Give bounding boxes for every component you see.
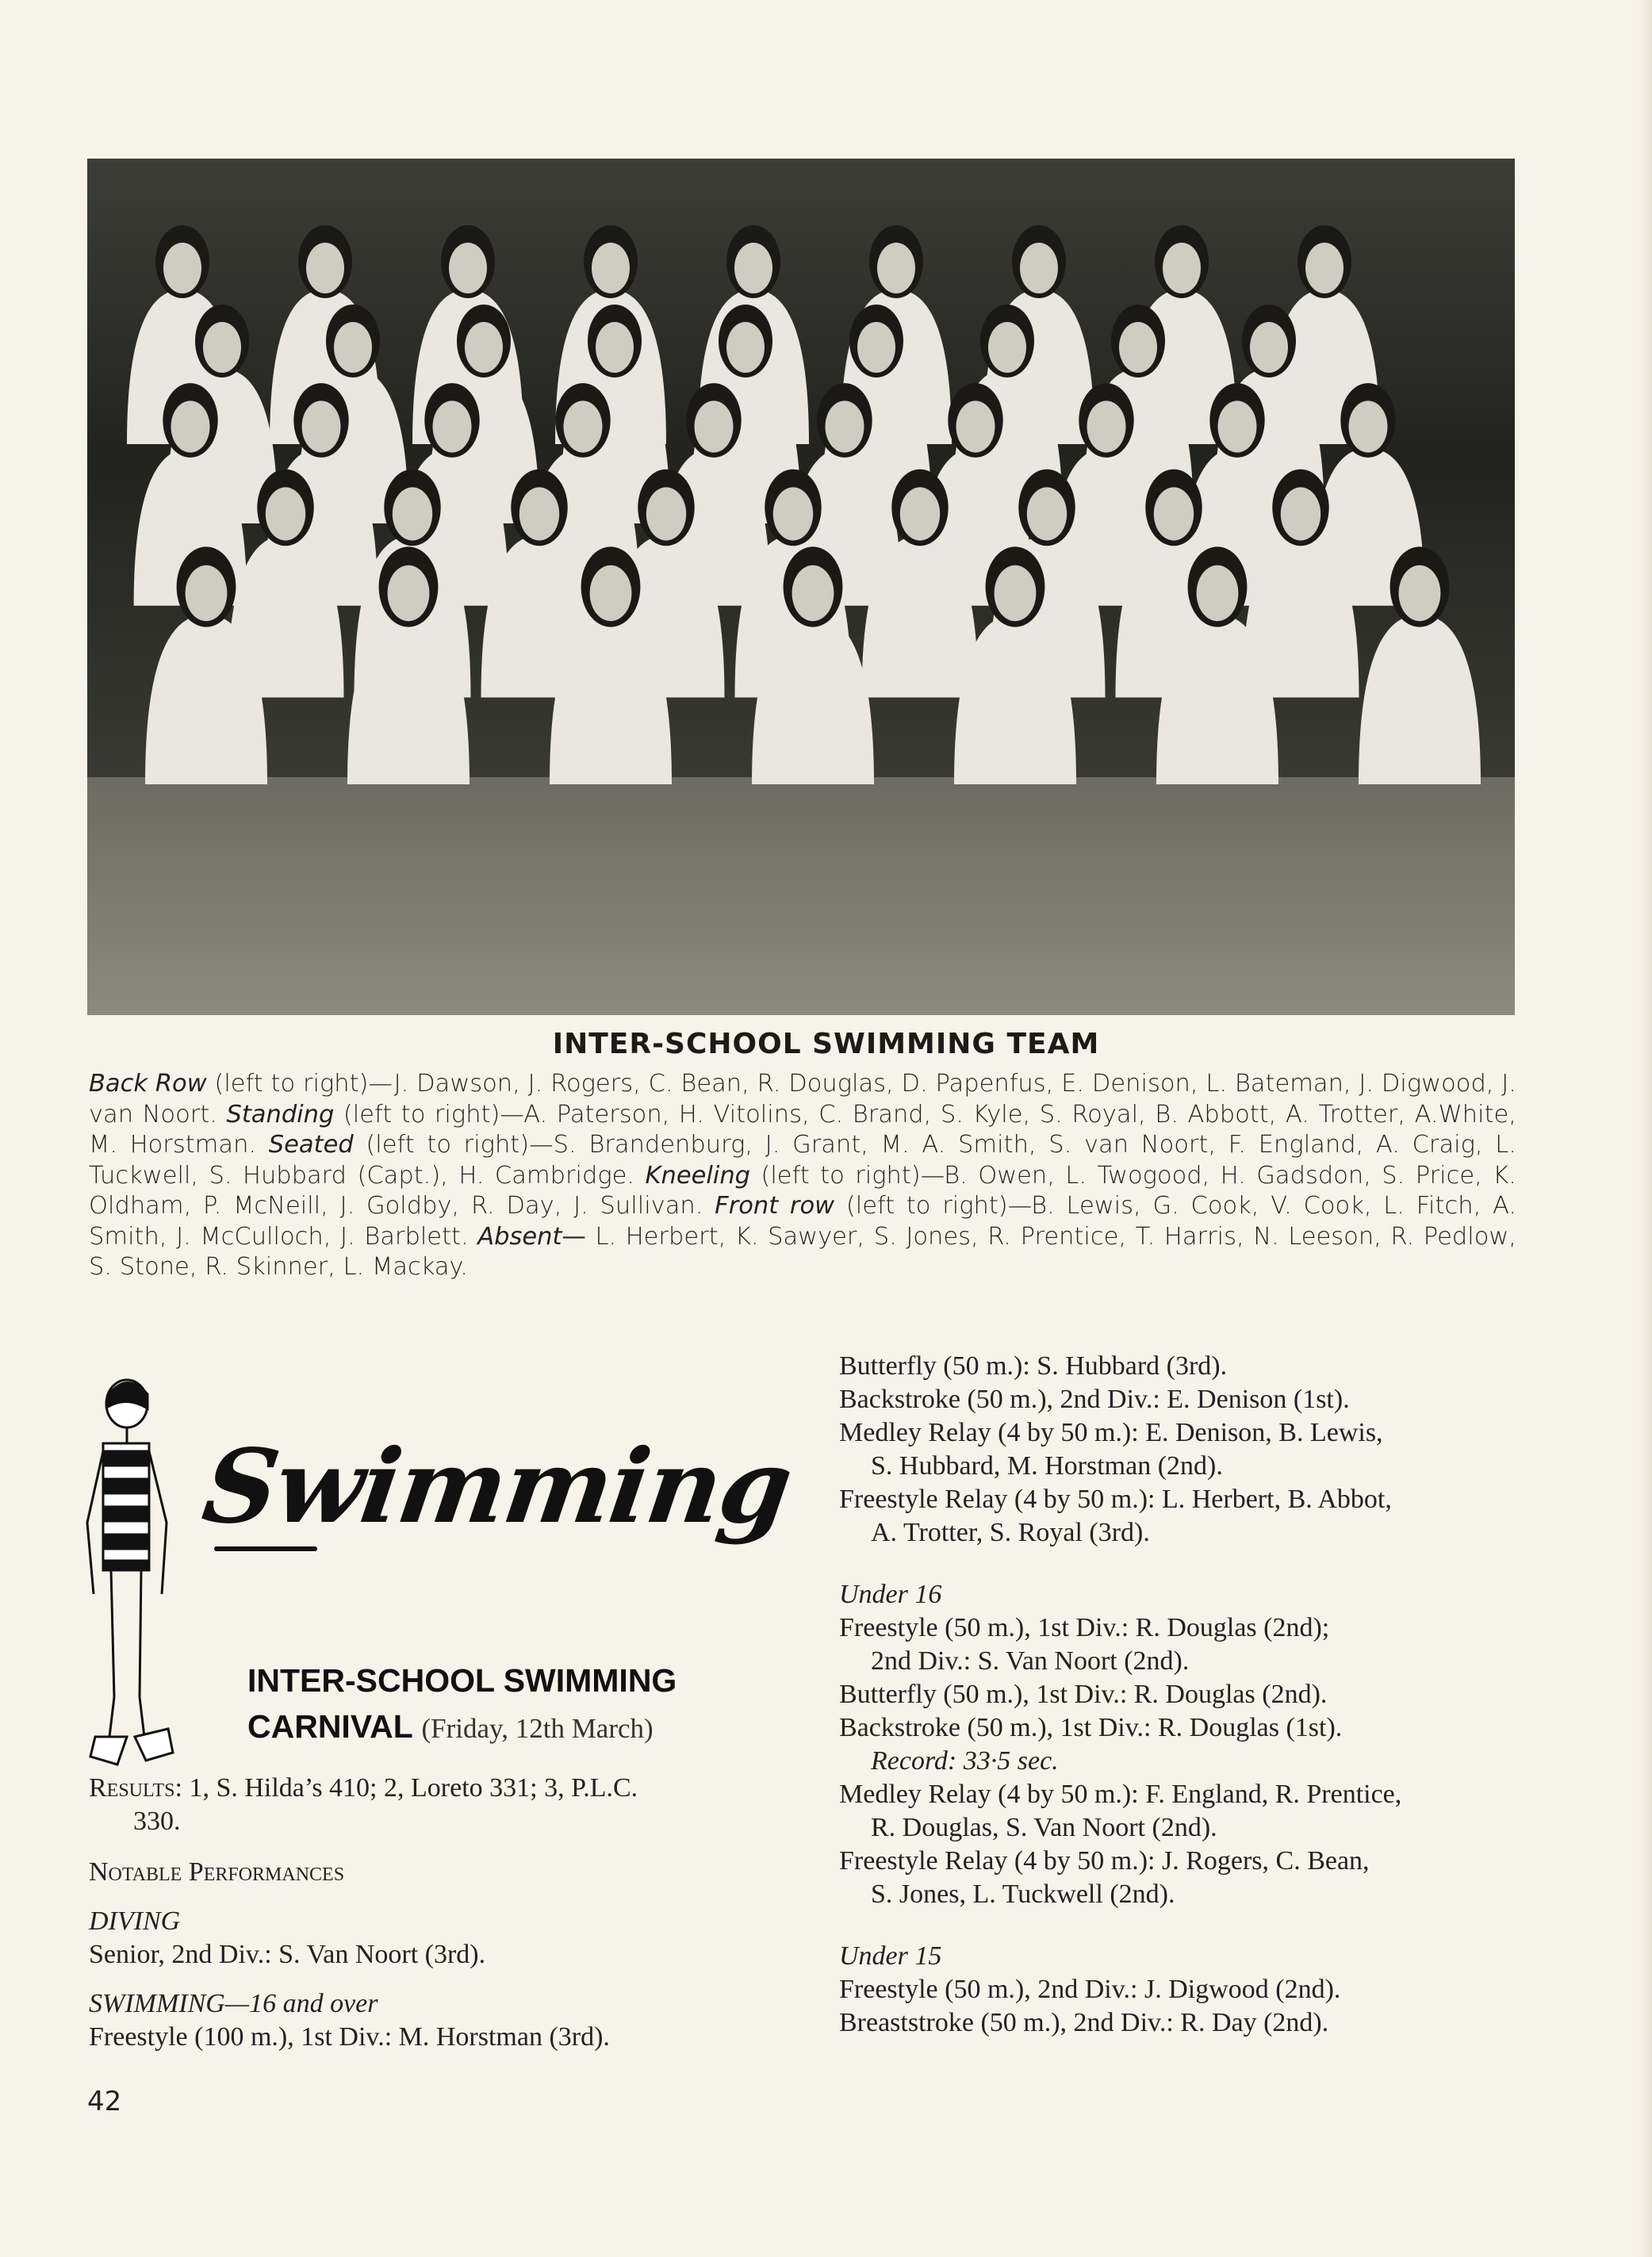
result-line: Butterfly (50 m.), 1st Div.: R. Douglas (2nd). (839, 1680, 1328, 1709)
result-line: Freestyle Relay (4 by 50 m.): L. Herbert, B. Abbot, (839, 1485, 1392, 1514)
result-line: Freestyle (50 m.), 1st Div.: R. Douglas (2nd); (839, 1613, 1330, 1642)
seated-names: (left to right)—S. Brandenburg, J. Grant, M. A. Smith, S. van Noort, F. England, A. Craig, L. Tuckwell, S. Hubbard (Capt.), H. Cambridge. (89, 1131, 1516, 1190)
front-row-names: (left to right)—B. Lewis, G. Cook, V. Cook, L. Fitch, A. Smith, J. McCulloch, J. Barblett. (89, 1192, 1517, 1251)
results-block (89, 1772, 755, 1838)
kneeling-names: (left to right)—B. Owen, L. Twogood, H. Gadsdon, S. Price, K. Oldham, P. McNeill, J. Goldby, R. Day, J. Sullivan. (89, 1161, 1516, 1220)
absent-names: L. Herbert, K. Sawyer, S. Jones, R. Prentice, T. Harris, N. Leeson, R. Pedlow, S. Stone, R. Skinner, L. Mackay. (89, 1222, 1516, 1281)
results-line-2: 330. (133, 1807, 181, 1836)
result-line: Medley Relay (4 by 50 m.): F. England, R. Prentice, (839, 1780, 1402, 1809)
diving-line: Senior, 2nd Div.: S. Van Noort (3rd). (89, 1940, 486, 1969)
swimming-title: Swimming (196, 1427, 798, 1546)
result-line: Freestyle (50 m.), 2nd Div.: J. Digwood (2nd). (839, 1975, 1341, 2004)
result-line: Breaststroke (50 m.), 2nd Div.: R. Day (2nd). (839, 2008, 1329, 2037)
absent-label: Absent— (477, 1222, 586, 1251)
caption-body (89, 1069, 1516, 1283)
seated-label: Seated (268, 1131, 354, 1159)
right-column (839, 1350, 1474, 2040)
heading-line-2: CARNIVAL (247, 1708, 413, 1745)
page-number: 42 (87, 2086, 122, 2117)
under-15-heading: Under 15 (839, 1941, 942, 1971)
under-16-heading: Under 16 (839, 1580, 942, 1609)
result-line: Freestyle Relay (4 by 50 m.): J. Rogers, C. Bean, (839, 1846, 1370, 1876)
result-line: R. Douglas, S. Van Noort (2nd). (871, 1813, 1217, 1842)
result-line: Medley Relay (4 by 50 m.): E. Denison, B. Lewis, (839, 1418, 1383, 1447)
heading-line-1: INTER-SCHOOL SWIMMING (247, 1662, 677, 1699)
result-line: Butterfly (50 m.): S. Hubbard (3rd). (839, 1351, 1228, 1381)
carnival-date: (Friday, 12th March) (421, 1713, 654, 1744)
result-line: S. Jones, L. Tuckwell (2nd). (871, 1880, 1175, 1909)
result-line: Backstroke (50 m.), 1st Div.: R. Douglas (1st). (839, 1713, 1343, 1742)
notable-performances (89, 1856, 755, 2054)
page-edge (1638, 0, 1652, 2257)
swimming-line: Freestyle (100 m.), 1st Div.: M. Horstman (3rd). (89, 2022, 610, 2052)
record-line: Record: 33·5 sec. (871, 1746, 1059, 1776)
team-photo-image (87, 159, 1515, 1015)
result-line: Backstroke (50 m.), 2nd Div.: E. Denison (1st). (839, 1385, 1350, 1414)
results-label: Results: (89, 1773, 182, 1803)
notable-label: Notable Performances (89, 1857, 345, 1887)
diving-heading: DIVING (89, 1906, 181, 1936)
results-line-1: 1, S. Hilda’s 410; 2, Loreto 331; 3, P.L.C. (182, 1773, 638, 1803)
standing-names: (left to right)—A. Paterson, H. Vitolins, C. Brand, S. Kyle, S. Royal, B. Abbott, A. Trotter, A.White, M. Horstman. (89, 1100, 1516, 1159)
caption-title: INTER-SCHOOL SWIMMING TEAM (552, 1028, 1100, 1060)
team-photo (87, 159, 1515, 1015)
result-line: A. Trotter, S. Royal (3rd). (871, 1518, 1150, 1547)
carnival-heading (247, 1657, 739, 1752)
title-flourish (214, 1546, 317, 1551)
standing-label: Standing (226, 1100, 335, 1128)
back-row-names: (left to right)—J. Dawson, J. Rogers, C. Bean, R. Douglas, D. Papenfus, E. Denison, L. Bateman, J. Digwood, J. van Noort. (89, 1070, 1516, 1128)
front-row-label: Front row (715, 1192, 835, 1220)
result-line: 2nd Div.: S. Van Noort (2nd). (871, 1646, 1190, 1676)
swimming-heading: SWIMMING—16 and over (89, 1989, 378, 2018)
kneeling-label: Kneeling (645, 1161, 751, 1190)
back-row-label: Back Row (89, 1070, 207, 1098)
result-line: S. Hubbard, M. Horstman (2nd). (871, 1451, 1223, 1481)
swimmer-figure-icon (79, 1364, 182, 1768)
